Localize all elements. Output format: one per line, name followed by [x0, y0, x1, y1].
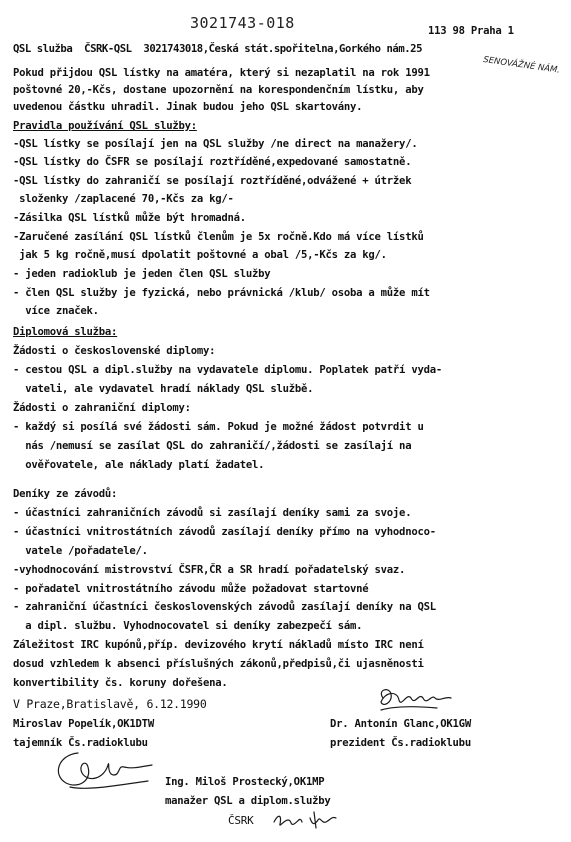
logs-line: - účastníci vnitrostátních závodů zasílají deníky přímo na vyhodnoco- [13, 526, 436, 538]
logs-line: vatele /pořadatele/. [13, 545, 148, 557]
rules-line: - jeden radioklub je jeden člen QSL služby [13, 268, 271, 280]
irc-paragraph-line: dosud vzhledem k absenci příslušných zákonů,předpisů,či ujasněnosti [13, 658, 424, 670]
foreign-diplomas-heading: Žádosti o zahraniční diplomy: [13, 402, 191, 414]
rules-line: -QSL lístky se posílají jen na QSL služby /ne direct na manažery/. [13, 138, 418, 150]
rules-line: složenky /zaplacené 70,-Kčs za kg/- [13, 193, 234, 205]
logs-line: a dipl. službu. Vyhodnocovatel si deníky zabezpečí sám. [13, 620, 363, 632]
logs-line: - účastníci zahraničních závodů si zasílají deníky sami za svoje. [13, 507, 412, 519]
signature-prostecky [270, 808, 340, 830]
rules-line: -QSL lístky do ČSFR se posílají roztříděné,expedované samostatně. [13, 156, 412, 168]
irc-paragraph-line: Záležitost IRC kupónů,příp. devizového krytí nákladů místo IRC není [13, 639, 424, 651]
rules-line: -Zaručené zasílání QSL lístků členům je 5x ročně.Kdo má více lístků [13, 231, 424, 243]
signatory-left-name: Miroslav Popelík,OK1DTW [13, 718, 154, 730]
intro-line: uvedenou částku uhradil. Jinak budou jeho QSL skartovány. [13, 101, 363, 113]
cs-diplomas-heading: Žádosti o československé diplomy: [13, 345, 216, 357]
cs-diplomas-line: vateli, ale vydavatel hradí náklady QSL službě. [13, 383, 314, 395]
signature-glanc [375, 684, 455, 714]
signatory-center-role: manažer QSL a diplom.služby [165, 795, 331, 807]
rules-line: více značek. [13, 305, 99, 317]
rules-heading: Pravidla používání QSL služby: [13, 120, 197, 132]
irc-paragraph-line: konvertibility čs. koruny dořešena. [13, 677, 228, 689]
rules-line: -Zásilka QSL lístků může být hromadná. [13, 212, 246, 224]
signature-popelik [48, 745, 158, 795]
cs-diplomas-line: - cestou QSL a dipl.služby na vydavatele diplomu. Poplatek patří vyda- [13, 364, 442, 376]
diplomas-heading: Diplomová služba: [13, 326, 118, 338]
handwritten-address-correction: SENOVÁŽNÉ NÁM. [482, 55, 561, 76]
signatory-center-name: Ing. Miloš Prostecký,OK1MP [165, 776, 325, 788]
signatory-right-name: Dr. Antonín Glanc,OK1GW [330, 718, 471, 730]
rules-line: jak 5 kg ročně,musí dpolatit poštovné a obal /5,-Kčs za kg/. [13, 249, 387, 261]
foreign-diplomas-line: - každý si posílá své žádosti sám. Pokud je možné žádost potvrdit u [13, 421, 424, 433]
place-and-date: V Praze,Bratislavě, 6.12.1990 [13, 697, 207, 711]
foreign-diplomas-line: nás /nemusí se zasílat QSL do zahraničí/,žádosti se zasílají na [13, 440, 412, 452]
handwritten-reference-number: 3021743-018 [190, 14, 295, 32]
intro-line: Pokud přijdou QSL lístky na amatéra, který si nezaplatil na rok 1991 [13, 67, 430, 79]
signatory-left-role: tajemník Čs.radioklubu [13, 737, 148, 749]
logs-heading: Deníky ze závodů: [13, 488, 118, 500]
rules-line: - člen QSL služby je fyzická, nebo právnická /klub/ osoba a může mít [13, 287, 430, 299]
signatory-center-organization: ČSRK [228, 814, 254, 827]
foreign-diplomas-line: ověřovatele, ale náklady platí žadatel. [13, 459, 265, 471]
qsl-bank-account-line: QSL služba ČSRK-QSL 3021743018,Česká stát.spořitelna,Gorkého nám.25 [13, 43, 423, 55]
logs-line: -vyhodnocování mistrovství ČSFR,ČR a SR hradí pořadatelský svaz. [13, 564, 406, 576]
logs-line: - pořadatel vnitrostátního závodu může požadovat startovné [13, 583, 369, 595]
intro-line: poštovné 20,-Kčs, dostane upozornění na korespondenčním lístku, aby [13, 84, 424, 96]
postal-address: 113 98 Praha 1 [428, 25, 514, 37]
rules-line: -QSL lístky do zahraničí se posílají roztříděné,odvážené + útržek [13, 175, 412, 187]
logs-line: - zahraniční účastníci československých závodů zasílají deníky na QSL [13, 601, 436, 613]
signatory-right-role: prezident Čs.radioklubu [330, 737, 471, 749]
